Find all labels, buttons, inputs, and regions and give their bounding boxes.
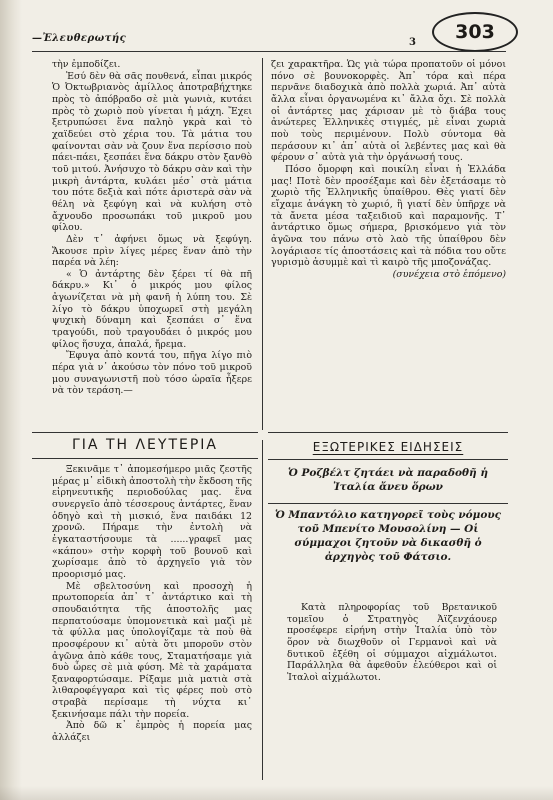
masthead: —Ἐλευθερωτής <box>32 33 127 44</box>
page-edge-shadow <box>0 0 22 800</box>
handwritten-number-text: 303 <box>455 21 495 43</box>
paragraph: Ἐσύ δὲν θὰ σᾶς πουθενά, εἶπαι μικρός Ὁ Ὀκτωβριανὸς ἀμίλλος ἀποτραβήχτηκε πρὸς τὸ ἀπόβραδο σὲ μιὰ γωνιὰ, κυτάει πρὸς τὸ χωριὸ ποὺ γίνεται ἡ μάχη. Ἔχει ξετρυπώσει ἕνα παληὸ γκρὰ καὶ τὸ χαϊδεύει στὸ χέρια του. Τὰ μάτια του φαίνονται σὰν νὰ ζουν ἕνα περίσσιο ποὺ πάει-πάει, ξεσπάει ἕνα δάκρυ στὸν ξανθὸ τοῦ μιτού. Ἀνήσυχο τὸ δάκρυ σὰν καὶ τὴν μικρὴ ἀντάρτα, κυλάει μέσ᾽ στὰ μάτια του πότε δεξιὰ καὶ πότε ἀριστερὰ σὰν νὰ θέλη νὰ ξεφύγη καὶ νὰ κυλήση στὸ ἄχνουδο προσωπάκι τοῦ μικροῦ μου φίλου. <box>52 70 252 234</box>
paragraph: Ξεκινᾶμε τ᾽ ἀπομεσήμερο μιᾶς ζεστῆς μέρας μ᾽ εἰδικὴ ἀποστολὴ τὴν ἔκδοση τῆς εἰρηνευτικῆς περιοδούλας μας. ἕνα συνεργεῖο ἀπὸ τέσσερους ἀντάρτες, ἕναν ὁδηγὸ καὶ τὴ μισκιό, ἕνα παιδάκι 12 χρονῶ. Πήραμε τὴν ἐντολὴ νὰ ἐγκαταστήσουμε τὰ ......γραφεῖ μας «κάπου» στὴν κορφὴ τοῦ βουνοῦ καὶ χωρίσαμε ἀπὸ τὸ ἀρχηγεῖο γιὰ τὸν προορισμό μας. <box>52 464 252 580</box>
header-rule <box>32 51 506 52</box>
section-rule-left <box>32 432 258 433</box>
paragraph: (συνέχεια στὸ ἑπόμενο) <box>392 268 506 280</box>
paragraph: τὴν ἐμποδίζει. <box>52 59 121 70</box>
paragraph: Δὲν τ᾽ ἀφήνει ὅμως νὰ ξεφύγη. Ἄκουσε πρὶν λίγες μέρες ἕναν ἀπὸ τὴν παρέα νὰ λέη: <box>52 233 252 269</box>
left-heading-rule <box>32 458 258 459</box>
paragraph: Ἀπὸ δῶ κ᾽ ἐμπρὸς ἡ πορεία μας ἀλλάζει <box>52 720 252 744</box>
article-column-left-top <box>52 59 252 431</box>
paragraph: Μὲ σβελτοσύνη καὶ προσοχὴ ἡ πρωτοπορεία ἀπ᾽ τ᾽ ἀντάρτικο καὶ τὴ σπουδαιότητα τῆς ἀποστολῆς μας περπατούσαμε ὑπομονετικὰ καὶ μαζὶ μὲ τὰ φύλλα μας ὑπολογίζαμε τὰ ποὺ θὰ προσφέρουν κι᾽ αὐτὰ ὅτι μποροῦν στὸν ἀγῶνα ἀπὸ κάθε τους, Σταματήσαμε γιὰ δυὸ ὧρες σὲ μιὰ φύση. Μὲ τὰ χαράματα ξαναφορτώσαμε. Ρίξαμε μιὰ ματιὰ στὰ λιθαροφέγγαρα καὶ τὶς φέρες ποὺ στὸ στραβὰ περίσαμε τὴ νύχτα κι᾽ ξεκινήσαμε πάλι τὴν πορεία. <box>52 580 252 720</box>
foreign-news-rule <box>268 459 508 460</box>
article-column-right-bottom <box>287 602 497 722</box>
column-divider <box>262 58 263 430</box>
column-divider-bottom <box>262 440 263 780</box>
article-column-right-top <box>271 59 506 419</box>
page-bottom-wear <box>0 786 553 800</box>
foreign-news-heading: ΕΞΩΤΕΡΙΚΕΣ ΕΙΔΗΣΕΙΣ <box>312 440 464 454</box>
headline-separator <box>268 503 508 504</box>
headline-roosevelt: Ὁ Ροζβέλτ ζητάει νὰ παραδοθῆ ἡ Ἰταλία ἄνευ ὅρων <box>288 467 488 493</box>
paragraph: Ἔφυγα ἀπὸ κοντά του, πῆγα λίγο πιὸ πέρα γιὰ ν᾽ ἀκούσω τὸν πόνο τοῦ μικροῦ μου συναγωνιστῆ ποὺ τόσο ὡραῖα ἦξερε νὰ τὸν τεράση.— <box>52 350 252 397</box>
page-number: 3 <box>409 37 416 48</box>
paragraph: Πόσο ὄμορφη καὶ ποικίλη εἶναι ἡ Ἑλλάδα μας! Ποτὲ δὲν προσέξαμε καὶ δὲν ἐξετάσαμε τὸ χωριὸ τῆς Ἑλληνικῆς ὑπαίθρου. Θὲς γιατί δὲν εἴχαμε ἀνάγκη τὸ χωριό, ἢ γιατί δὲν ὑπῆρχε νὰ τὰ ἄνετα μέσα ταξειδιοῦ καὶ παραμονῆς. Τ᾽ ἀντάρτικο ὅμως σήμερα, βρισκόμενο γιὰ τὸν ἀγῶνα του πάνω στὸ λαὸ τῆς ὑπαίθρου δὲν λογάριασε τίς ἀποστάσεις καὶ τὰ πόδια του οὔτε γυρισμὸ ἀσυμμὲ καὶ τὶ καιρὸ τῆς μποζονάζας. <box>271 163 506 269</box>
article-column-left-bottom <box>52 464 252 784</box>
paragraph: « Ὁ ἀντάρτης δὲν ξέρει τί θὰ πῆ δάκρυ.» Κι᾽ ὁ μικρός μου φίλος ἀγωνίζεται νὰ μὴ φανῆ ἡ λύπη του. Σὲ λίγο τὸ δάκρυ ὑποχωρεῖ στὴ μεγάλη ψυχικὴ δύναμη καὶ ξεσπάει σ᾽ ἕνα τραγούδι, ποὺ τραγουδάει ὁ μικρός μου φίλος ἥσυχα, ἁπαλά, ἤρεμα. <box>52 268 252 350</box>
paragraph: Κατὰ πληροφορίας τοῦ Βρετανικοῦ τομεῖου ὁ Στρατηγὸς Ἀϊζενχάουερ προσέφερε εἰρήνη στὴν Ἰταλία ὑπὸ τὸν ὅρον νὰ διωχθοῦν οἱ Γερμανοὶ καὶ νὰ δυτικοῦ ἐξέθη οἱ σύμμαχοι αἰχμάλωτοι. Παράλληλα θὰ ἀφεθοῦν ἐλεύθεροι καὶ οἱ Ἰταλοὶ αἰχμάλωτοι. <box>287 602 497 683</box>
paragraph: ζει χαρακτῆρα. Ὡς γιὰ τώρα προπατοῦν οἱ μόνοι πόνο σὲ βουνοκορφὲς. Ἀπ᾽ τόρα καὶ πέρα περνᾶνε διαδοχικὰ ἀπὸ πολλὰ χωριά. Ἀπ᾽ αὐτὰ ἄλλα εἶναι ὀργανωμένα κι᾽ ἄλλα ὄχι. Σὲ πολλὰ οἱ ἀντάρτες μας χάρισαν μὲ τὸ διάβα τους ἀνώτερες Ἑλληνικὲς στιγμές, μὲ εἶναι χωριὰ ποὺ τοὺς περιμένουν. Πολὺ σύντομα θὰ περάσουν κι᾽ ἀπ᾽ αὐτὰ οἱ λεβέντες μας καὶ θὰ φέρουν σ᾽ αὐτὰ γιὰ τὴν ὀργάνωσή τους. <box>271 59 506 164</box>
section-rule-right <box>268 432 508 433</box>
handwritten-page-number <box>432 12 518 52</box>
headline-badoglio: Ὁ Μπαντόλιο κατηγορεῖ τοὺς νόμους τοῦ Μπενίτο Μουσολίνη — Οἱ σύμμαχοι ζητοῦν νὰ δικασθῆ ὁ ἀρχηγὸς τοῦ Φάτσιο. <box>274 509 502 563</box>
left-article-heading: ΓΙΑ ΤΗ ΛΕΥΤΕΡΙΑ <box>71 437 218 453</box>
